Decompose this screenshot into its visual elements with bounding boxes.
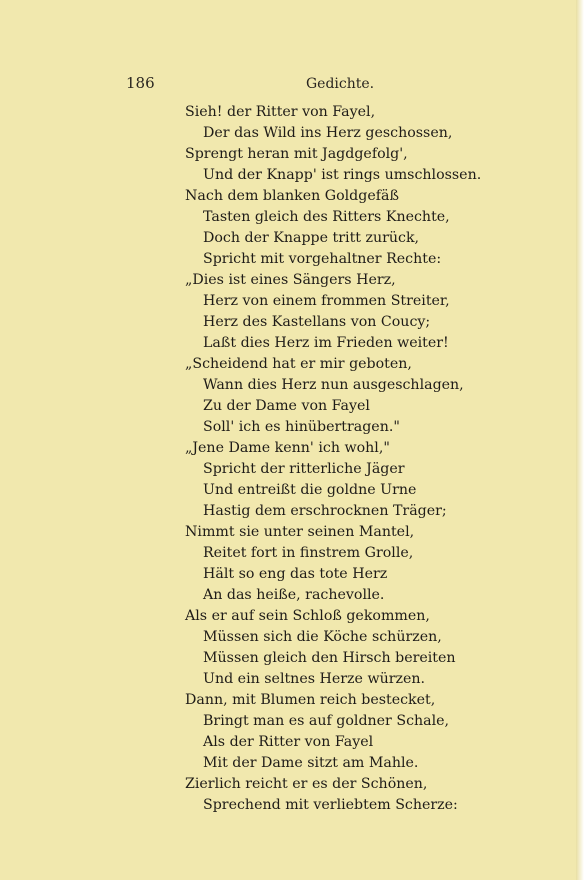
poem-line: Spricht mit vorgehaltner Rechte: — [203, 251, 442, 267]
poem-line: Müssen gleich den Hirsch bereiten — [203, 650, 456, 666]
poem-line: Hastig dem erschrocknen Träger; — [203, 503, 447, 519]
poem-line: Nimmt sie unter seinen Mantel, — [185, 524, 415, 540]
poem-line: Sprengt heran mit Jagdgefolg', — [185, 146, 408, 162]
poem-line: Hält so eng das tote Herz — [203, 566, 388, 582]
page-number: 186 — [126, 74, 155, 92]
page-edge — [576, 0, 584, 880]
poem-line: „Jene Dame kenn' ich wohl," — [185, 440, 390, 456]
poem-line: An das heiße, rachevolle. — [203, 587, 385, 603]
poem-line: Und der Knapp' ist rings umschlossen. — [203, 167, 482, 183]
poem-line: Als er auf sein Schloß gekommen, — [185, 608, 430, 624]
poem-line: Spricht der ritterliche Jäger — [203, 461, 405, 477]
poem-line: „Dies ist eines Sängers Herz, — [185, 272, 396, 288]
poem-line: Reitet fort in finstrem Grolle, — [203, 545, 414, 561]
poem-line: „Scheidend hat er mir geboten, — [185, 356, 412, 372]
poem-line: Herz des Kastellans von Coucy; — [203, 314, 431, 330]
poem-line: Soll' ich es hinübertragen." — [203, 419, 400, 435]
poem-line: Bringt man es auf goldner Schale, — [203, 713, 450, 729]
poem-text — [185, 102, 575, 816]
poem-line: Zierlich reicht er es der Schönen, — [185, 776, 428, 792]
poem-line: Der das Wild ins Herz geschossen, — [203, 125, 453, 141]
poem-line: Sieh! der Ritter von Fayel, — [185, 104, 376, 120]
poem-line: Und ein seltnes Herze würzen. — [203, 671, 426, 687]
poem-line: Herz von einem frommen Streiter, — [203, 293, 450, 309]
poem-line: Und entreißt die goldne Urne — [203, 482, 417, 498]
poem-line: Wann dies Herz nun ausgeschlagen, — [203, 377, 464, 393]
poem-line: Zu der Dame von Fayel — [203, 398, 370, 414]
poem-line: Dann, mit Blumen reich bestecket, — [185, 692, 436, 708]
poem-line: Nach dem blanken Goldgefäß — [185, 188, 399, 204]
poem-line: Tasten gleich des Ritters Knechte, — [203, 209, 450, 225]
poem-line: Als der Ritter von Fayel — [203, 734, 374, 750]
poem-line: Mit der Dame sitzt am Mahle. — [203, 755, 419, 771]
poem-line: Müssen sich die Köche schürzen, — [203, 629, 442, 645]
poem-line: Doch der Knappe tritt zurück, — [203, 230, 420, 246]
poem-line: Laßt dies Herz im Frieden weiter! — [203, 335, 449, 351]
poem-line: Sprechend mit verliebtem Scherze: — [203, 797, 458, 813]
running-title: Gedichte. — [306, 76, 375, 92]
